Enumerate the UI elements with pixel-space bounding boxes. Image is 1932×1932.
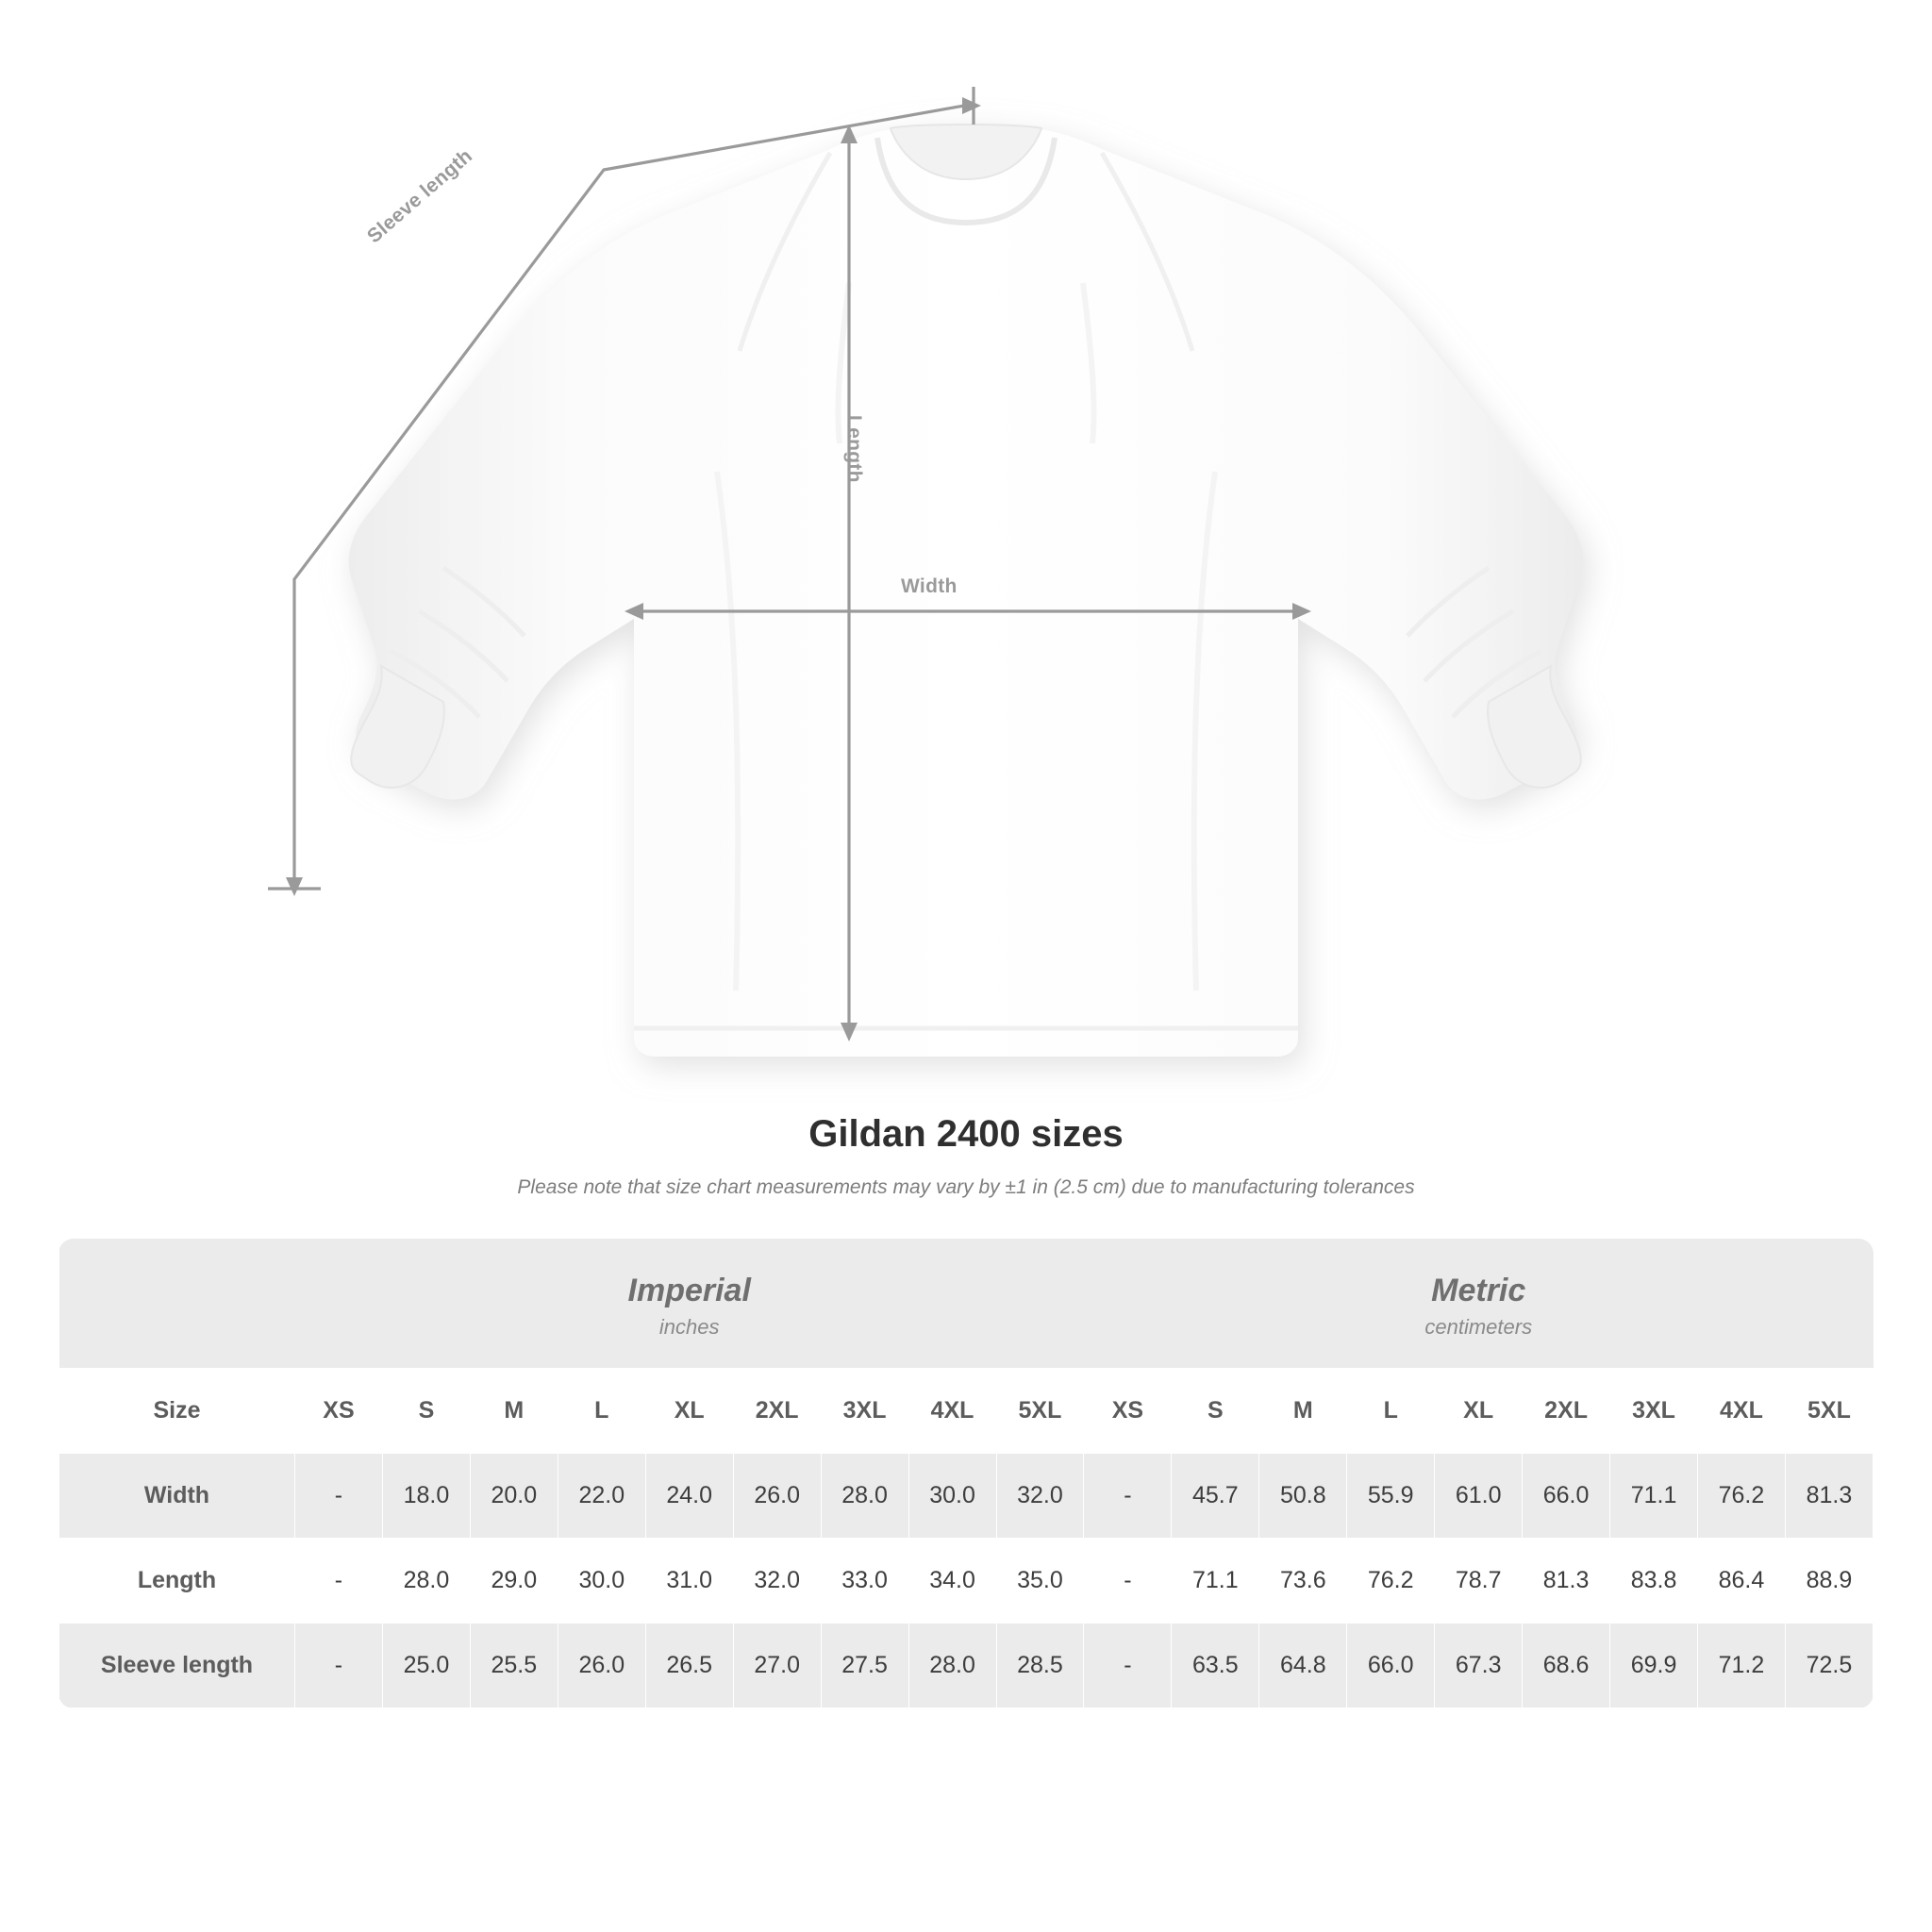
cell-length-imperial-xl: 31.0 <box>645 1538 733 1623</box>
cell-length-imperial-xs: - <box>295 1538 383 1623</box>
size-header-metric-4xl: 4XL <box>1698 1368 1786 1453</box>
cell-sleeve-metric-xl: 67.3 <box>1435 1623 1523 1707</box>
table-row <box>59 1623 1874 1707</box>
size-header-imperial-3xl: 3XL <box>821 1368 908 1453</box>
size-header-row <box>59 1368 1874 1453</box>
cell-sleeve-imperial-xl: 26.5 <box>645 1623 733 1707</box>
cell-sleeve-imperial-5xl: 28.5 <box>996 1623 1084 1707</box>
cell-length-metric-5xl: 88.9 <box>1785 1538 1873 1623</box>
cell-sleeve-imperial-3xl: 27.5 <box>821 1623 908 1707</box>
row-label-length: Length <box>59 1538 295 1623</box>
row-label-width: Width <box>59 1453 295 1538</box>
cell-length-metric-3xl: 83.8 <box>1610 1538 1698 1623</box>
cell-length-imperial-3xl: 33.0 <box>821 1538 908 1623</box>
cell-sleeve-imperial-2xl: 27.0 <box>733 1623 821 1707</box>
size-header-metric-s: S <box>1172 1368 1259 1453</box>
size-chart-table-wrap <box>58 1239 1874 1708</box>
cell-length-metric-s: 71.1 <box>1172 1538 1259 1623</box>
unit-header-metric <box>1084 1239 1874 1368</box>
cell-length-imperial-l: 30.0 <box>558 1538 645 1623</box>
size-header-metric-xs: XS <box>1084 1368 1172 1453</box>
row-label-sleeve-length: Sleeve length <box>59 1623 295 1707</box>
size-header-imperial-xs: XS <box>295 1368 383 1453</box>
cell-length-metric-xl: 78.7 <box>1435 1538 1523 1623</box>
cell-length-metric-l: 76.2 <box>1347 1538 1435 1623</box>
cell-sleeve-metric-4xl: 71.2 <box>1698 1623 1786 1707</box>
table-row <box>59 1453 1874 1538</box>
size-header-imperial-l: L <box>558 1368 645 1453</box>
cell-width-metric-m: 50.8 <box>1259 1453 1347 1538</box>
cell-width-metric-xl: 61.0 <box>1435 1453 1523 1538</box>
cell-width-metric-3xl: 71.1 <box>1610 1453 1698 1538</box>
cell-width-metric-5xl: 81.3 <box>1785 1453 1873 1538</box>
cell-sleeve-imperial-l: 26.0 <box>558 1623 645 1707</box>
size-header-imperial-s: S <box>382 1368 470 1453</box>
cell-width-imperial-5xl: 32.0 <box>996 1453 1084 1538</box>
size-header-imperial-5xl: 5XL <box>996 1368 1084 1453</box>
cell-sleeve-imperial-s: 25.0 <box>382 1623 470 1707</box>
size-header-imperial-m: M <box>470 1368 558 1453</box>
cell-sleeve-metric-3xl: 69.9 <box>1610 1623 1698 1707</box>
size-header-metric-2xl: 2XL <box>1523 1368 1610 1453</box>
cell-width-imperial-s: 18.0 <box>382 1453 470 1538</box>
cell-width-metric-s: 45.7 <box>1172 1453 1259 1538</box>
cell-width-imperial-3xl: 28.0 <box>821 1453 908 1538</box>
cell-length-imperial-5xl: 35.0 <box>996 1538 1084 1623</box>
cell-sleeve-metric-xs: - <box>1084 1623 1172 1707</box>
cell-width-imperial-xl: 24.0 <box>645 1453 733 1538</box>
size-header-metric-l: L <box>1347 1368 1435 1453</box>
cell-width-imperial-xs: - <box>295 1453 383 1538</box>
cell-sleeve-metric-s: 63.5 <box>1172 1623 1259 1707</box>
size-header-metric-m: M <box>1259 1368 1347 1453</box>
size-header-imperial-4xl: 4XL <box>908 1368 996 1453</box>
cell-sleeve-imperial-4xl: 28.0 <box>908 1623 996 1707</box>
cell-sleeve-metric-l: 66.0 <box>1347 1623 1435 1707</box>
cell-width-metric-2xl: 66.0 <box>1523 1453 1610 1538</box>
cell-length-metric-xs: - <box>1084 1538 1172 1623</box>
size-header-label: Size <box>59 1368 295 1453</box>
size-header-imperial-2xl: 2XL <box>733 1368 821 1453</box>
width-label: Width <box>901 575 958 597</box>
cell-length-metric-m: 73.6 <box>1259 1538 1347 1623</box>
unit-imperial-sub: inches <box>658 1314 720 1339</box>
unit-header-row <box>59 1239 1874 1368</box>
length-label: Length <box>843 415 865 483</box>
cell-length-imperial-2xl: 32.0 <box>733 1538 821 1623</box>
sleeve-length-label: Sleeve length <box>363 144 477 248</box>
cell-sleeve-metric-m: 64.8 <box>1259 1623 1347 1707</box>
unit-imperial-name: Imperial <box>627 1273 751 1308</box>
cell-width-imperial-4xl: 30.0 <box>908 1453 996 1538</box>
unit-header-spacer <box>59 1239 295 1368</box>
cell-length-imperial-s: 28.0 <box>382 1538 470 1623</box>
page-title: Gildan 2400 sizes <box>808 1113 1124 1155</box>
cell-length-imperial-4xl: 34.0 <box>908 1538 996 1623</box>
cell-sleeve-metric-5xl: 72.5 <box>1785 1623 1873 1707</box>
unit-metric-sub: centimeters <box>1424 1314 1533 1339</box>
size-header-metric-3xl: 3XL <box>1610 1368 1698 1453</box>
cell-sleeve-imperial-xs: - <box>295 1623 383 1707</box>
cell-length-metric-2xl: 81.3 <box>1523 1538 1610 1623</box>
size-header-imperial-xl: XL <box>645 1368 733 1453</box>
cell-width-imperial-2xl: 26.0 <box>733 1453 821 1538</box>
tolerance-note: Please note that size chart measurements may vary by ±1 in (2.5 cm) due to manufacturing tolerances <box>517 1176 1415 1198</box>
table-row <box>59 1538 1874 1623</box>
cell-length-metric-4xl: 86.4 <box>1698 1538 1786 1623</box>
cell-width-metric-xs: - <box>1084 1453 1172 1538</box>
cell-sleeve-metric-2xl: 68.6 <box>1523 1623 1610 1707</box>
cell-sleeve-imperial-m: 25.5 <box>470 1623 558 1707</box>
size-chart-table <box>58 1239 1874 1708</box>
unit-header-imperial <box>295 1239 1084 1368</box>
cell-width-metric-l: 55.9 <box>1347 1453 1435 1538</box>
cell-width-metric-4xl: 76.2 <box>1698 1453 1786 1538</box>
cell-width-imperial-m: 20.0 <box>470 1453 558 1538</box>
cell-length-imperial-m: 29.0 <box>470 1538 558 1623</box>
size-header-metric-xl: XL <box>1435 1368 1523 1453</box>
unit-metric-name: Metric <box>1431 1273 1526 1308</box>
size-header-metric-5xl: 5XL <box>1785 1368 1873 1453</box>
cell-width-imperial-l: 22.0 <box>558 1453 645 1538</box>
